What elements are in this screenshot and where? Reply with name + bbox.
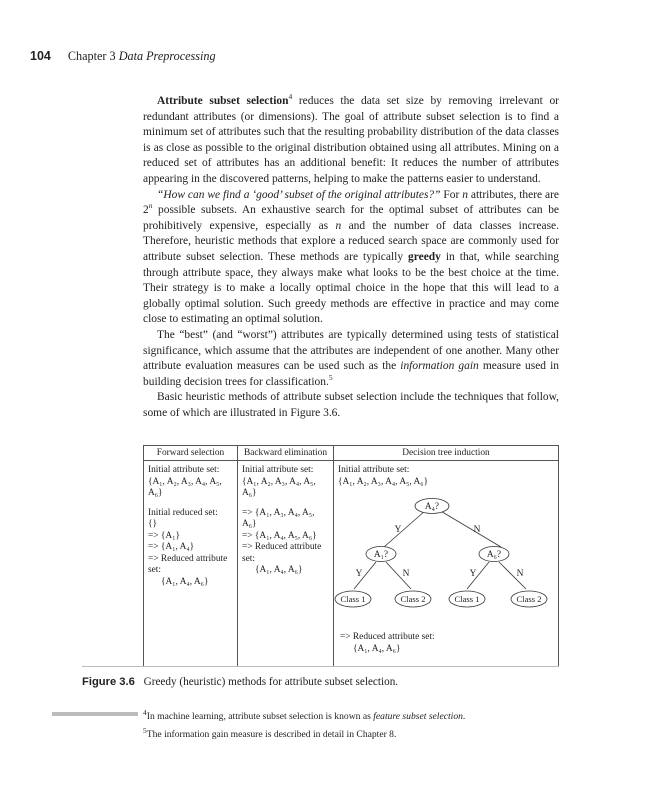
leaf-2-label: Class 2 — [400, 594, 426, 604]
fs-step: {} — [148, 519, 157, 529]
fs-step: => {A₁} — [148, 530, 180, 541]
decision-tree-header: Decision tree induction — [334, 446, 558, 461]
dt-init-label: Initial attribute set: — [338, 465, 410, 475]
leaf-4-label: Class 2 — [516, 594, 542, 604]
var-n-2: n — [335, 219, 342, 232]
backward-elimination-column — [238, 446, 334, 666]
edge-label-y: Y — [355, 569, 363, 579]
footnote-ref-4: 4 — [288, 92, 293, 102]
node-a1-label: A₁? — [373, 550, 389, 560]
paragraph-1-text: reduces the data set size by removing irrelevant or redundant attributes (or dimensions). The goal of attribute subset selection is to find a minimum set of attributes such that the resulting probability distribution of the data classes is as close as possible to the original distribution obtained using all attributes. Mining on a reduced set of attributes has an additional benefit: It reduces the number of attributes appearing in the discovered patterns, helping to make the patterns easier to understand. — [143, 95, 559, 185]
footnote-4-text: In machine learning, attribute subset selection is known as — [146, 711, 374, 722]
page-number: 104 — [30, 49, 51, 63]
be-step: => Reduced attribute set: — [242, 542, 322, 564]
footnote-rule — [52, 712, 138, 716]
dt-reduced-label: => Reduced attribute set: — [340, 632, 435, 642]
footnote-5-text: The information gain measure is described in detail in Chapter 8. — [146, 729, 397, 740]
fs-init-label: Initial attribute set: — [148, 465, 220, 475]
footnote-4-end: . — [462, 711, 466, 722]
footnote-5-mark: 5 — [143, 725, 147, 735]
section-title: Data Preprocessing — [118, 49, 216, 63]
edge-root-right — [439, 510, 501, 547]
forward-selection-column — [144, 446, 238, 666]
chapter-label: Chapter 3 — [67, 49, 116, 63]
footnote-4-term: feature subset selection — [373, 711, 463, 722]
root-label: A₄? — [424, 502, 440, 512]
p3-text-b: measure used in building decision trees for classification. — [143, 360, 559, 388]
running-header — [30, 49, 216, 64]
paragraph-4: Basic heuristic methods of attribute subset selection include the techniques that follow, some of which are illustrated in Figure 3.6. — [143, 391, 559, 419]
leaf-1-label: Class 1 — [340, 594, 366, 604]
be-step: => {A₁, A₄, A₅, A₆} — [242, 530, 317, 541]
be-final-set: {A₁, A₄, A₆} — [255, 565, 303, 575]
figure-caption — [82, 676, 398, 688]
decision-tree-diagram — [334, 446, 558, 666]
fs-step: => {A₁, A₄} — [148, 542, 195, 552]
exp-n: n — [148, 201, 153, 211]
dt-init-set: {A₁, A₂, A₃, A₄, A₅, A₆} — [338, 476, 429, 487]
leaf-3-label: Class 1 — [454, 594, 480, 604]
term-attribute-subset-selection: Attribute subset selection — [157, 95, 289, 107]
fs-final-set: {A₁, A₄, A₆} — [161, 576, 209, 587]
p2-text-c: possible subsets. An exhaustive search for the optimal subset of attributes can be prohibitively expensive, especially as — [143, 204, 559, 232]
figure-3-6 — [143, 445, 559, 667]
decision-tree-column — [334, 446, 558, 666]
p2-text-e: in that, while searching through attribute space, they always make what looks to be the best choice at the time. Their strategy is to make a locally optimal choice in the hope that this will lead to a globally optimal solution. Such greedy methods are effective in practice and may come close to estimating an optimal solution. — [143, 250, 560, 326]
footnote-4 — [143, 707, 466, 722]
forward-selection-header: Forward selection — [144, 446, 237, 461]
caption-text: Greedy (heuristic) methods for attribute subset selection. — [143, 676, 399, 688]
edge-label-y: Y — [469, 569, 477, 579]
figure-label: Figure 3.6 — [82, 676, 135, 688]
footnote-ref-5: 5 — [328, 372, 333, 382]
body-text — [143, 94, 559, 421]
term-greedy: greedy — [408, 250, 441, 263]
fs-init-set: {A₁, A₂, A₃, A₄, A₅, A₆} — [148, 476, 222, 498]
term-information-gain: information gain — [400, 360, 479, 373]
fs-reduced-label: Initial reduced set: — [148, 507, 218, 518]
dt-final-set: {A₁, A₄, A₆} — [353, 644, 401, 654]
be-init-set: {A₁, A₂, A₃, A₄, A₅, A₆} — [242, 476, 316, 498]
fs-step: => Reduced attribute set: — [148, 553, 228, 575]
figure-divider — [82, 666, 559, 667]
paragraph-3 — [143, 328, 559, 390]
edge-label-n: N — [516, 569, 524, 579]
footnote-4-mark: 4 — [143, 707, 147, 717]
edge-label-n: N — [473, 525, 481, 535]
edge-label-y: Y — [394, 525, 402, 535]
footnote-5 — [143, 725, 397, 740]
var-n: n — [462, 188, 468, 201]
edge-root-left — [384, 510, 426, 547]
p2-text-a: For — [440, 188, 463, 201]
paragraph-1 — [143, 94, 559, 188]
node-a6-label: A₆? — [486, 550, 502, 560]
be-init-label: Initial attribute set: — [242, 465, 314, 475]
be-step: => {A₁, A₃, A₄, A₅, A₆} — [242, 507, 315, 529]
paragraph-2 — [143, 188, 559, 328]
backward-elimination-header: Backward elimination — [238, 446, 333, 461]
question: “How can we find a ‘good’ subset of the original attributes?” — [157, 188, 441, 201]
p2-text-b: attributes, there are 2 — [143, 188, 560, 217]
p3-text-a: The “best” (and “worst”) attributes are typically determined using tests of statistical significance, which assume that the attributes are independent of one another. Many other attribute evaluation measures can be used such as the — [143, 328, 559, 373]
edge-label-n: N — [402, 569, 410, 579]
p2-text-d: and the number of data classes increase. Therefore, heuristic methods that explore a reduced search space are commonly used for attribute subset selection. These methods are typically — [143, 219, 559, 263]
